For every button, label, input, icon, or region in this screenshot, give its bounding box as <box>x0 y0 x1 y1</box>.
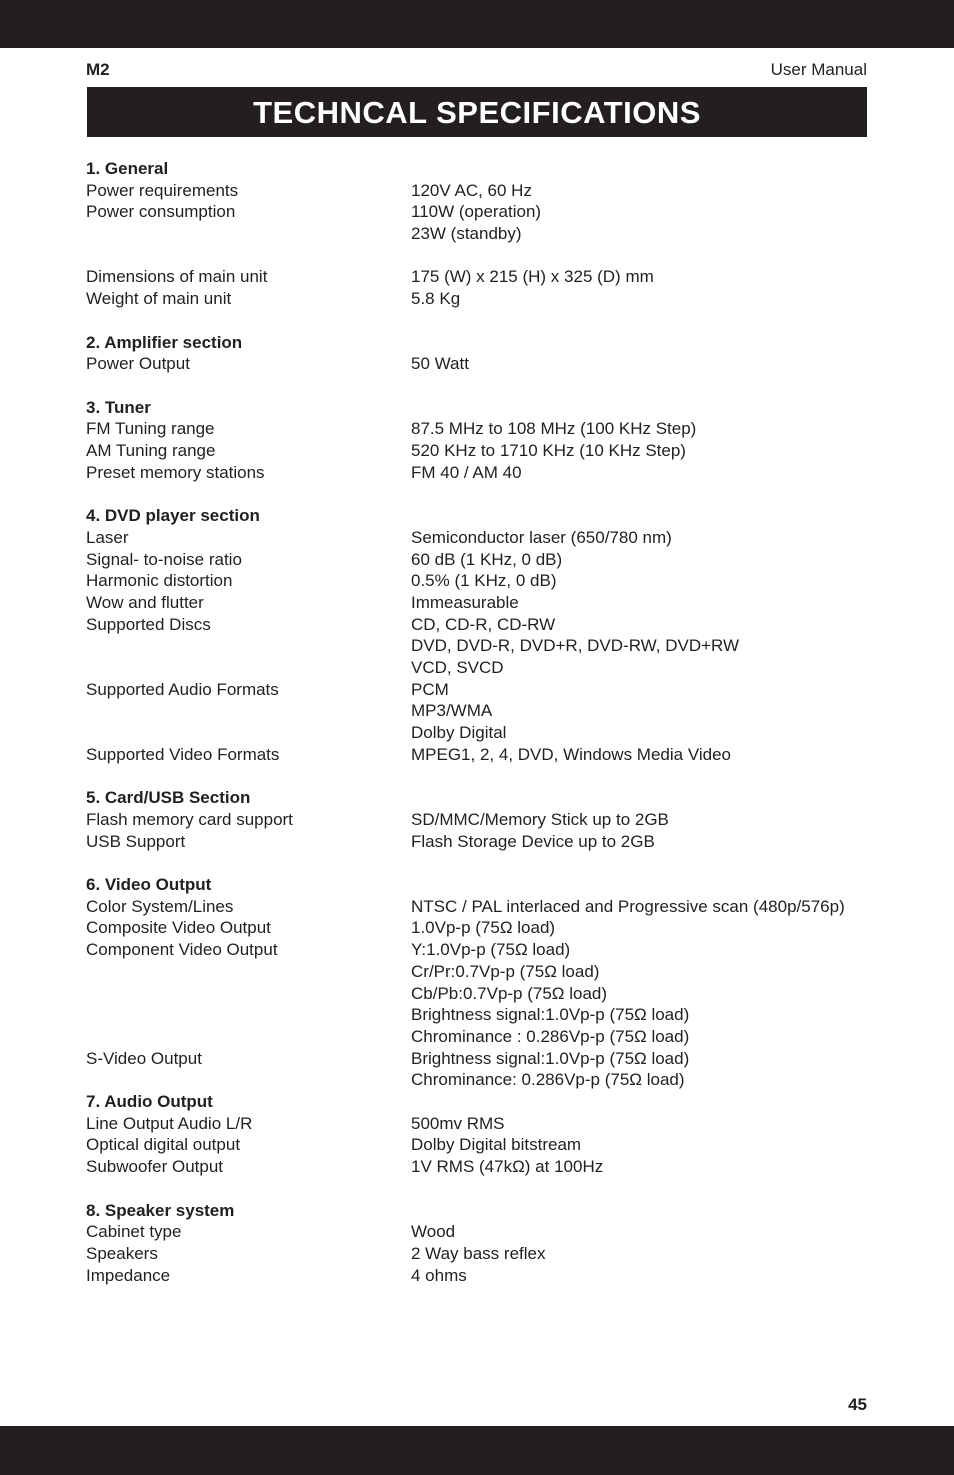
spec-value: 1V RMS (47kΩ) at 100Hz <box>411 1157 604 1177</box>
spec-value: Chrominance : 0.286Vp-p (75Ω load) <box>411 1026 690 1046</box>
spec-value: 60 dB (1 KHz, 0 dB) <box>411 549 563 569</box>
spec-label: Dimensions of main unit <box>86 267 268 287</box>
spec-label: Cabinet type <box>86 1222 182 1242</box>
spec-value: FM 40 / AM 40 <box>411 462 522 482</box>
spec-value: Y:1.0Vp-p (75Ω load) <box>411 940 571 960</box>
spec-values <box>411 418 886 440</box>
spec-row <box>86 1243 886 1265</box>
section-spacer <box>86 375 886 397</box>
spec-row <box>86 1134 886 1156</box>
spec-label: Impedance <box>86 1265 171 1285</box>
section-spacer <box>86 852 886 874</box>
spec-value: 0.5% (1 KHz, 0 dB) <box>411 571 557 591</box>
spec-label: Flash memory card support <box>86 809 293 829</box>
spec-values <box>411 353 886 375</box>
spec-values <box>411 527 886 549</box>
spec-values <box>411 549 886 571</box>
section-heading: 3. Tuner <box>86 397 151 417</box>
spec-value: Cb/Pb:0.7Vp-p (75Ω load) <box>411 983 608 1003</box>
spec-value: 1.0Vp-p (75Ω load) <box>411 918 556 938</box>
spec-values <box>411 570 886 592</box>
spec-values <box>411 809 886 831</box>
spec-row <box>86 917 886 939</box>
spec-values <box>411 1156 886 1178</box>
spec-section <box>86 397 886 484</box>
spec-value: 50 Watt <box>411 354 469 374</box>
spec-label: Weight of main unit <box>86 289 232 309</box>
spec-label: USB Support <box>86 831 186 851</box>
spec-value: Flash Storage Device up to 2GB <box>411 831 655 851</box>
bottom-bar <box>0 1426 954 1475</box>
spec-value: NTSC / PAL interlaced and Progressive scan (480p/576p) <box>411 896 845 916</box>
spec-value: Dolby Digital <box>411 723 507 743</box>
spec-label: Line Output Audio L/R <box>86 1113 253 1133</box>
spec-values <box>411 201 886 244</box>
spec-value: MPEG1, 2, 4, DVD, Windows Media Video <box>411 744 731 764</box>
spec-value: VCD, SVCD <box>411 658 504 678</box>
spec-label: Supported Discs <box>86 614 211 634</box>
spec-row <box>86 939 886 1048</box>
spec-label: Power consumption <box>86 202 236 222</box>
spec-values <box>411 1265 886 1287</box>
spec-value: Wood <box>411 1222 456 1242</box>
section-heading: 7. Audio Output <box>86 1092 213 1112</box>
spec-values <box>411 1048 886 1091</box>
spec-section <box>86 158 886 310</box>
spec-row <box>86 418 886 440</box>
section-heading: 2. Amplifier section <box>86 332 243 352</box>
spec-value: CD, CD-R, CD-RW <box>411 614 556 634</box>
spec-section <box>86 787 886 852</box>
spec-values <box>411 1134 886 1156</box>
spec-values <box>411 896 886 918</box>
spec-values <box>411 744 886 766</box>
spec-label: Supported Audio Formats <box>86 679 279 699</box>
spec-label: Speakers <box>86 1243 158 1263</box>
spec-values <box>411 266 886 288</box>
spec-values <box>411 1243 886 1265</box>
section-spacer <box>86 310 886 332</box>
spec-label: Optical digital output <box>86 1135 241 1155</box>
section-heading: 1. General <box>86 159 169 178</box>
specifications-list <box>86 158 886 1286</box>
spec-row <box>86 288 886 310</box>
document-type: User Manual <box>770 60 867 79</box>
title-banner <box>87 87 867 137</box>
row-spacer <box>86 245 886 267</box>
spec-values <box>411 440 886 462</box>
spec-values <box>411 180 886 202</box>
spec-row <box>86 462 886 484</box>
spec-value: 2 Way bass reflex <box>411 1243 546 1263</box>
section-heading: 5. Card/USB Section <box>86 788 251 808</box>
spec-values <box>411 939 886 1048</box>
spec-row <box>86 1265 886 1287</box>
spec-value: 520 KHz to 1710 KHz (10 KHz Step) <box>411 441 686 461</box>
spec-values <box>411 614 886 679</box>
spec-values <box>411 917 886 939</box>
spec-value: MP3/WMA <box>411 701 493 721</box>
spec-row <box>86 549 886 571</box>
spec-row <box>86 527 886 549</box>
page-title: TECHNCAL SPECIFICATIONS <box>253 94 701 130</box>
spec-value: 4 ohms <box>411 1265 467 1285</box>
spec-row <box>86 1113 886 1135</box>
spec-row <box>86 180 886 202</box>
spec-row <box>86 896 886 918</box>
model-name: M2 <box>86 60 110 79</box>
spec-label: Subwoofer Output <box>86 1157 224 1177</box>
spec-values <box>411 462 886 484</box>
spec-label: AM Tuning range <box>86 441 216 461</box>
section-heading: 6. Video Output <box>86 875 212 895</box>
spec-label: Harmonic distortion <box>86 571 233 591</box>
section-heading: 8. Speaker system <box>86 1200 235 1220</box>
spec-row <box>86 440 886 462</box>
spec-section <box>86 1091 886 1178</box>
section-spacer <box>86 766 886 788</box>
spec-row <box>86 679 886 744</box>
spec-values <box>411 288 886 310</box>
spec-row <box>86 592 886 614</box>
spec-value: Chrominance: 0.286Vp-p (75Ω load) <box>411 1070 685 1090</box>
spec-value: 175 (W) x 215 (H) x 325 (D) mm <box>411 267 654 287</box>
spec-values <box>411 679 886 744</box>
spec-value: Dolby Digital bitstream <box>411 1135 582 1155</box>
spec-section <box>86 874 886 1091</box>
spec-value: Semiconductor laser (650/780 nm) <box>411 527 672 547</box>
spec-row <box>86 1221 886 1243</box>
spec-value: 87.5 MHz to 108 MHz (100 KHz Step) <box>411 419 697 439</box>
spec-row <box>86 266 886 288</box>
spec-value: 120V AC, 60 Hz <box>411 180 532 200</box>
section-heading: 4. DVD player section <box>86 506 260 526</box>
spec-label: Signal- to-noise ratio <box>86 549 242 569</box>
spec-row <box>86 1156 886 1178</box>
spec-value: 500mv RMS <box>411 1113 505 1133</box>
spec-label: S-Video Output <box>86 1048 202 1068</box>
spec-value: PCM <box>411 679 449 699</box>
spec-value: 23W (standby) <box>411 224 522 244</box>
spec-row <box>86 353 886 375</box>
spec-value: Brightness signal:1.0Vp-p (75Ω load) <box>411 1005 690 1025</box>
spec-value: Immeasurable <box>411 592 519 612</box>
spec-label: Color System/Lines <box>86 896 234 916</box>
top-bar <box>0 0 954 48</box>
spec-row <box>86 831 886 853</box>
spec-row <box>86 744 886 766</box>
spec-row <box>86 201 886 244</box>
spec-section <box>86 505 886 765</box>
spec-values <box>411 592 886 614</box>
spec-value: DVD, DVD-R, DVD+R, DVD-RW, DVD+RW <box>411 636 740 656</box>
spec-label: Composite Video Output <box>86 918 271 938</box>
spec-label: Preset memory stations <box>86 462 265 482</box>
page-number: 45 <box>848 1395 867 1414</box>
spec-value: Cr/Pr:0.7Vp-p (75Ω load) <box>411 961 600 981</box>
spec-label: Component Video Output <box>86 940 278 960</box>
spec-values <box>411 1221 886 1243</box>
spec-section <box>86 1200 886 1287</box>
section-spacer <box>86 1178 886 1200</box>
spec-row <box>86 809 886 831</box>
spec-row <box>86 1048 886 1091</box>
spec-section <box>86 332 886 375</box>
spec-value: Brightness signal:1.0Vp-p (75Ω load) <box>411 1048 690 1068</box>
spec-row <box>86 614 886 679</box>
spec-values <box>411 831 886 853</box>
section-spacer <box>86 483 886 505</box>
spec-row <box>86 570 886 592</box>
spec-value: 110W (operation) <box>411 202 542 222</box>
spec-label: Power Output <box>86 354 190 374</box>
spec-values <box>411 1113 886 1135</box>
spec-label: Laser <box>86 527 129 547</box>
spec-value: 5.8 Kg <box>411 289 461 309</box>
spec-label: FM Tuning range <box>86 419 215 439</box>
spec-label: Power requirements <box>86 180 239 200</box>
spec-label: Wow and flutter <box>86 592 204 612</box>
spec-label: Supported Video Formats <box>86 744 280 764</box>
spec-value: SD/MMC/Memory Stick up to 2GB <box>411 809 669 829</box>
